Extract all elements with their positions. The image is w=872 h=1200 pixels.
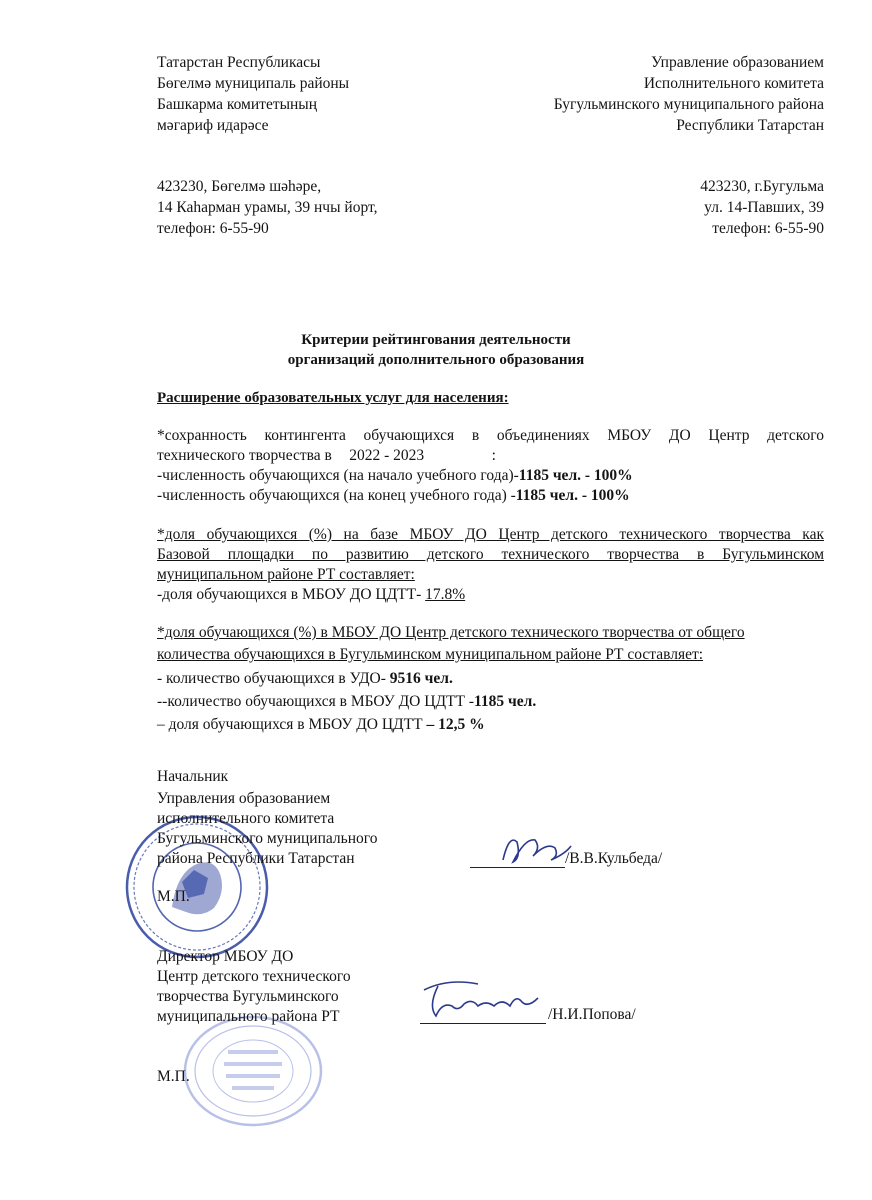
- block1-line2-prefix: технического творчества в: [157, 447, 332, 464]
- block2-share-value: 17.8%: [425, 586, 466, 603]
- block1-line2-suffix: :: [491, 447, 496, 464]
- signer1-title-line: Управления образованием: [157, 790, 331, 807]
- signer2-title-line: творчества Бугульминского: [157, 988, 339, 1005]
- handwritten-signature: [418, 976, 548, 1024]
- header-left-line: Бөгелмә муниципаль районы: [157, 75, 350, 92]
- enrollment-end-label: -численность обучающихся (на конец учебного года) -: [157, 487, 516, 504]
- signer2-title-line: Директор МБОУ ДО: [157, 948, 294, 965]
- header-left-line: Татарстан Республикасы: [157, 54, 321, 71]
- document-title-line: организаций дополнительного образования: [287, 352, 585, 368]
- block1-line1: *сохранность контингента обучающихся в объединениях МБОУ ДО Центр детского: [157, 427, 824, 444]
- header-right-line: Исполнительного комитета: [643, 75, 824, 92]
- block3-cdtt-value: 1185 чел.: [474, 693, 537, 710]
- header-left-line: Башкарма комитетының: [157, 96, 318, 113]
- header-right-address-line: ул. 14-Павших, 39: [704, 199, 824, 216]
- enrollment-end-value: 1185 чел. - 100%: [515, 487, 630, 504]
- block3-cdtt-label: --количество обучающихся в МБОУ ДО ЦДТТ -: [157, 693, 474, 710]
- enrollment-start-value: 1185 чел. - 100%: [518, 467, 633, 484]
- block3-share-label: – доля обучающихся в МБОУ ДО ЦДТТ: [157, 716, 427, 733]
- block3-udo-value: 9516 чел.: [389, 670, 453, 687]
- enrollment-start-label: -численность обучающихся (на начало учебного года)-: [157, 467, 519, 484]
- header-left-line: мәгариф идарәсе: [157, 117, 269, 134]
- section-heading: Расширение образовательных услуг для населения:: [157, 390, 509, 406]
- seal-placeholder-mp: М.П.: [157, 888, 190, 905]
- header-left-address-line: 14 Каһарман урамы, 39 нчы йорт,: [157, 199, 378, 216]
- header-right-address-line: телефон: 6-55-90: [712, 220, 824, 237]
- document-title-line: Критерии рейтингования деятельности: [301, 332, 571, 348]
- signer2-title-line: Центр детского технического: [157, 968, 351, 985]
- block3-udo: [157, 669, 824, 689]
- signer1-title-line: района Республики Татарстан: [157, 850, 355, 867]
- signer1-name: /В.В.Кульбеда/: [565, 850, 663, 867]
- signer1-title-line: Бугульминского муниципального: [157, 830, 378, 847]
- header-left-address-line: телефон: 6-55-90: [157, 220, 269, 237]
- header-right-line: Республики Татарстан: [676, 117, 824, 134]
- block3-share-value: – 12,5 %: [426, 716, 485, 733]
- handwritten-signature: [495, 830, 575, 870]
- block2-line3: муниципальном районе РТ составляет:: [157, 566, 415, 583]
- institution-stamp: [178, 1012, 328, 1130]
- header-right-line: Бугульминского муниципального района: [553, 96, 824, 113]
- signer1-title-line: Начальник: [157, 768, 229, 785]
- header-left-address-line: 423230, Бөгелмә шәһәре,: [157, 178, 322, 195]
- block2-line1: *доля обучающихся (%) на базе МБОУ ДО Центр детского технического творчества как: [157, 526, 824, 543]
- header-right-address-line: 423230, г.Бугульма: [700, 178, 824, 195]
- block3-udo-label: - количество обучающихся в УДО-: [157, 670, 390, 687]
- academic-year: 2022 - 2023: [349, 447, 425, 464]
- block2-line2: Базовой площадки по развитию детского технического творчества в Бугульминском: [157, 546, 824, 563]
- enrollment-start: [157, 466, 824, 486]
- header-right-line: Управление образованием: [651, 54, 824, 71]
- block3-line2: количества обучающихся в Бугульминском муниципальном районе РТ составляет:: [157, 646, 704, 663]
- block2-share: [157, 585, 824, 605]
- block3-line1: *доля обучающихся (%) в МБОУ ДО Центр детского технического творчества от общего: [157, 624, 745, 641]
- block3-share: [157, 715, 824, 735]
- block3-cdtt: [157, 692, 824, 712]
- signer2-title-line: муниципального района РТ: [157, 1008, 340, 1025]
- block1-line2: [157, 446, 824, 466]
- signer1-title-line: исполнительного комитета: [157, 810, 335, 827]
- signer2-name: /Н.И.Попова/: [548, 1006, 636, 1023]
- seal-placeholder-mp: М.П.: [157, 1068, 190, 1085]
- block2-share-label: -доля обучающихся в МБОУ ДО ЦДТТ-: [157, 586, 426, 603]
- enrollment-end: [157, 486, 824, 506]
